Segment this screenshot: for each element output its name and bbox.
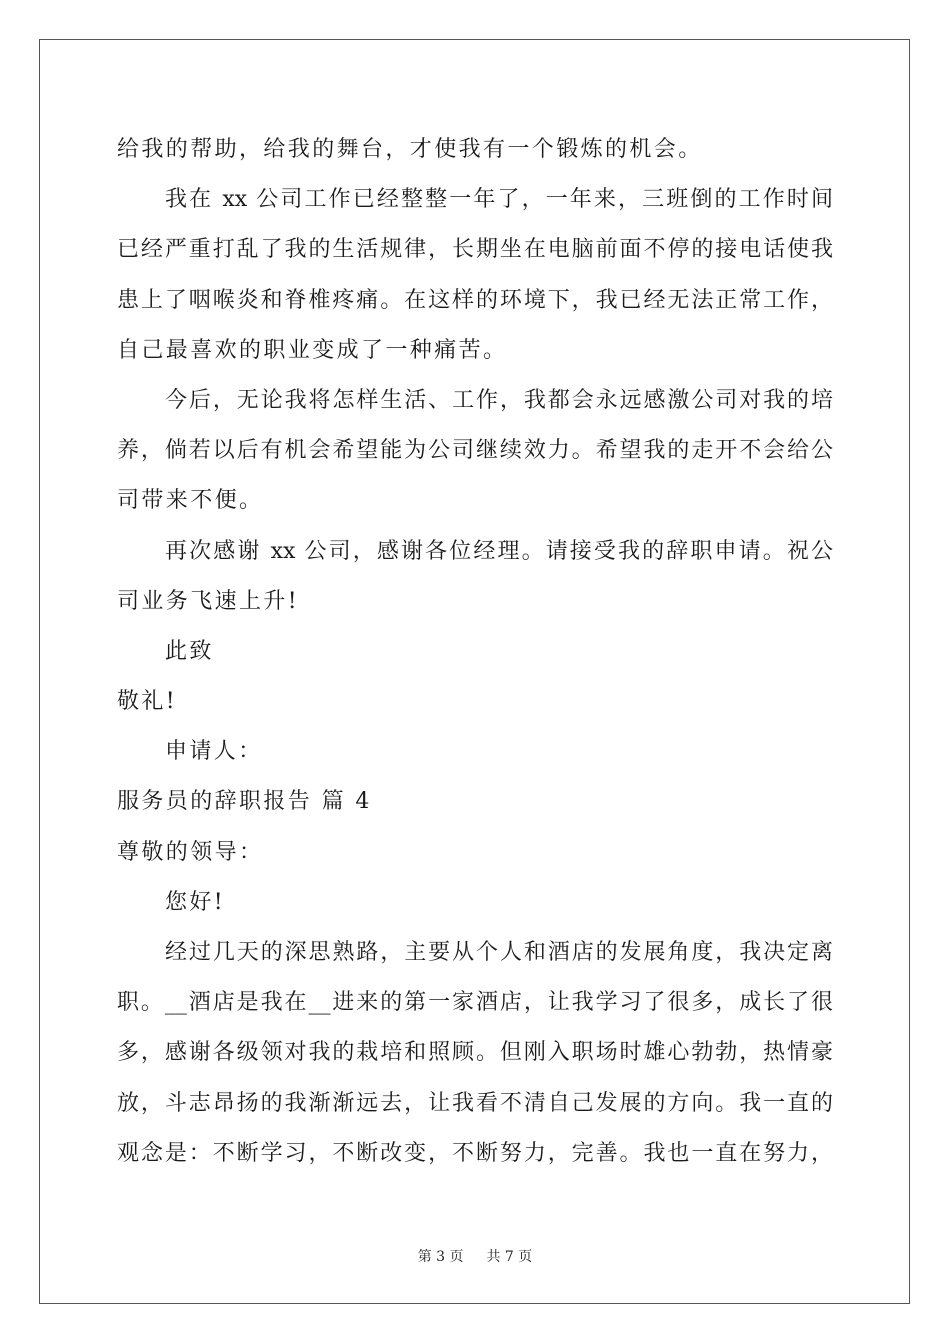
- section-heading: 服务员的辞职报告 篇 4: [117, 789, 372, 815]
- paragraph-line: 放，斗志昂扬的我渐渐远去，让我看不清自己发展的方向。我一直的: [117, 1090, 833, 1116]
- paragraph-line: 经过几天的深思熟路，主要从个人和酒店的发展角度，我决定离: [165, 940, 833, 965]
- letter-addressee: 尊敬的领导：: [117, 839, 264, 865]
- paragraph-line: 观念是：不断学习，不断改变，不断努力，完善。我也一直在努力，: [117, 1140, 833, 1166]
- closing-regards: 敬礼!: [117, 689, 178, 715]
- paragraph-line: 患上了咽喉炎和脊椎疼痛。在这样的环境下，我已经无法正常工作，: [117, 287, 833, 313]
- paragraph-line: 养，倘若以后有机会希望能为公司继续效力。希望我的走开不会给公: [117, 438, 833, 464]
- paragraph-line: 司业务飞速上升!: [117, 588, 300, 614]
- paragraph-line: 再次感谢 xx 公司，感谢各位经理。请接受我的辞职申请。祝公: [165, 538, 833, 564]
- paragraph-line: 职。__酒店是我在__进来的第一家酒店，让我学习了很多，成长了很: [117, 990, 833, 1016]
- page-number-total: 共 7 页: [486, 1249, 533, 1265]
- document-body: [117, 125, 833, 1179]
- page-number-current: 第 3 页: [417, 1249, 464, 1265]
- paragraph-line: 我在 xx 公司工作已经整整一年了，一年来，三班倒的工作时间: [165, 187, 833, 213]
- applicant-signature: 申请人：: [165, 739, 263, 765]
- paragraph-line: 今后，无论我将怎样生活、工作，我都会永远感激公司对我的培: [165, 387, 833, 413]
- page-footer: [0, 1246, 950, 1266]
- paragraph-line: 自己最喜欢的职业变成了一种痛苦。: [117, 337, 508, 363]
- paragraph-line: 司带来不便。: [117, 488, 264, 514]
- paragraph-line: 已经严重打乱了我的生活规律，长期坐在电脑前面不停的接电话使我: [117, 237, 833, 263]
- letter-greeting: 您好!: [165, 889, 226, 915]
- paragraph-line: 多，感谢各级领对我的栽培和照顾。但刚入职场时雄心勃勃，热情豪: [117, 1040, 833, 1066]
- paragraph-line: 给我的帮助，给我的舞台，才使我有一个锻炼的机会。: [117, 137, 703, 162]
- closing-salutation: 此致: [165, 638, 214, 664]
